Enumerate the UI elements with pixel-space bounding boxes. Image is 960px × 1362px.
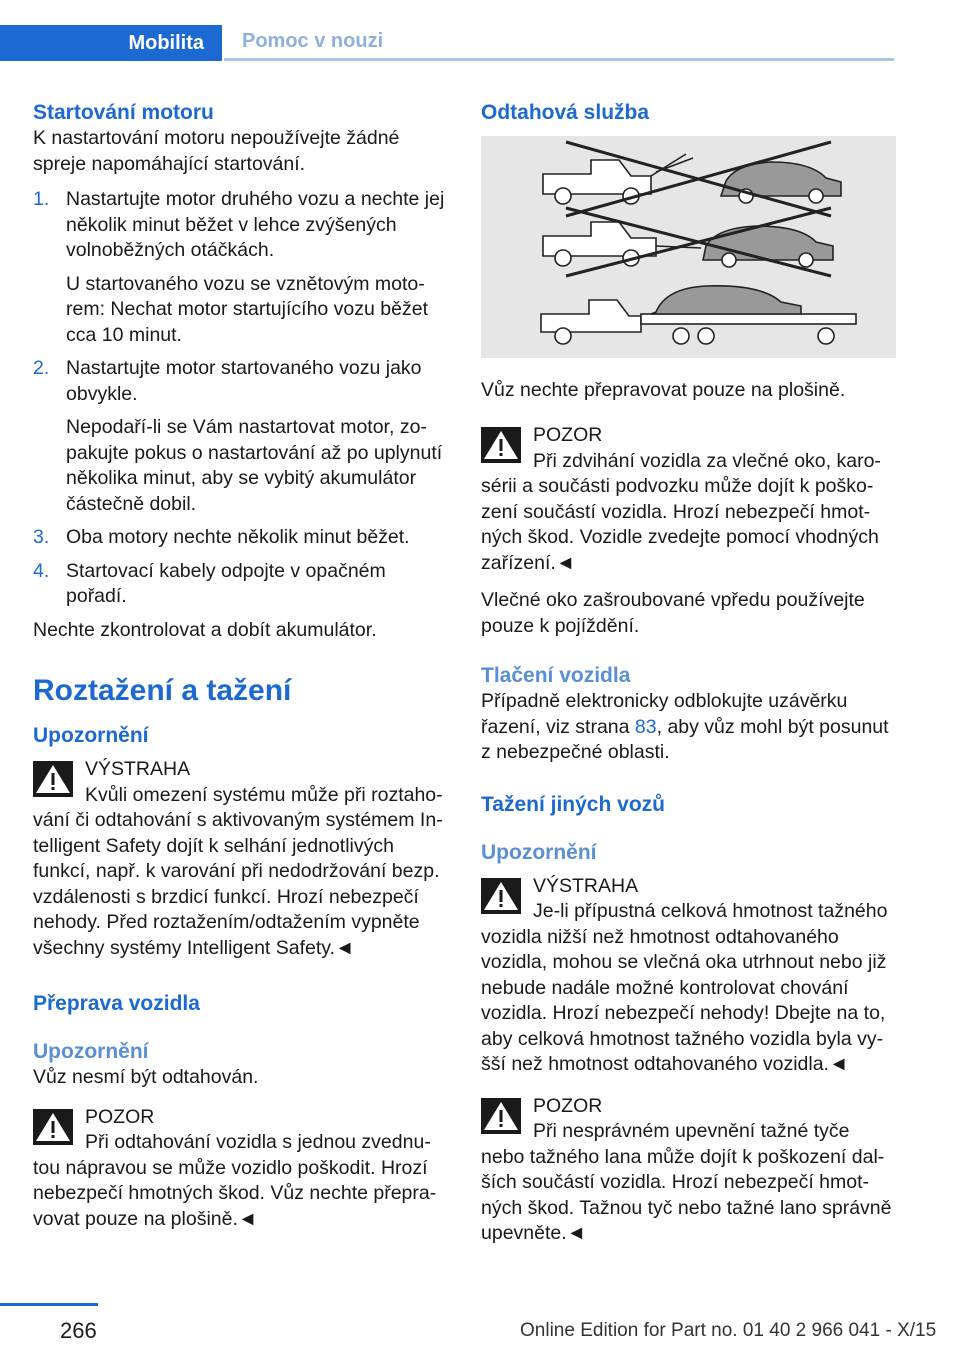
push-text-a: Případně elektronicky odblokujte uzávěrku řazení, viz strana bbox=[481, 690, 848, 738]
caution-title: POZOR bbox=[533, 1094, 603, 1117]
tab-mobilita[interactable] bbox=[0, 25, 222, 61]
warning-icon bbox=[33, 761, 73, 797]
notice-heading: Upozornění bbox=[33, 1040, 149, 1063]
step-number: 4. bbox=[33, 559, 50, 582]
step-number: 2. bbox=[33, 357, 50, 379]
caution-box bbox=[481, 423, 896, 576]
notice-heading: Upozornění bbox=[33, 724, 149, 747]
header-tabs bbox=[0, 0, 960, 66]
list-item bbox=[33, 525, 448, 551]
notice-heading: Upozornění bbox=[481, 840, 597, 864]
tab-pomoc-v-nouzi[interactable] bbox=[224, 25, 894, 61]
tab-pomoc-label: Pomoc v nouzi bbox=[242, 30, 384, 52]
caution-box bbox=[481, 1094, 896, 1247]
warning-text: Kvůli omezení systému může při roztahování či odtahování s aktivovaným systémem Intelligent Safety dojít k selhání jednotlivých funkcí, např. k varování při nedodržování bezp. vzdálenosti s brzdicí funkcí. Hrozí nebezpečí nehody. Před roztažením/odtažením vypněte všechny systémy Intelligent Safety.◄ bbox=[33, 783, 443, 959]
push-heading: Tlačení vozidla bbox=[481, 664, 631, 687]
transport-text: Vůz nesmí být odtahován. bbox=[33, 1066, 259, 1088]
warning-title: VÝSTRAHA bbox=[85, 758, 191, 780]
warning-icon bbox=[33, 1109, 73, 1145]
list-item bbox=[33, 356, 448, 517]
list-item bbox=[33, 559, 448, 610]
tow-eye-text: Vlečné oko zašroubované vpředu používejte pouze k pojíždění. bbox=[481, 589, 865, 637]
step-text: Startovací kabely odpojte v opačném pořadí. bbox=[66, 559, 386, 607]
warning-icon bbox=[481, 1098, 521, 1134]
caution-text: Při odtahování vozidla s jednou zvednutou nápravou se může vozidlo poškodit. Hrozí nebezpečí hmotných škod. Vůz nechte přepravovat pouze na plošině.◄ bbox=[33, 1131, 437, 1230]
step-subtext: Nepodaří-li se Vám nastartovat motor, zopakujte pokus o nastartování až po uplynutí několika minut, aby se vybitý akumulátor částečně dobil. bbox=[66, 416, 443, 515]
step-text: Oba motory nechte několik minut běžet. bbox=[66, 526, 410, 548]
main-heading: Roztažení a tažení bbox=[33, 674, 292, 707]
page-link[interactable]: 83 bbox=[634, 715, 657, 738]
battery-note: Nechte zkontrolovat a dobít akumulátor. bbox=[33, 618, 377, 641]
footer-rule bbox=[0, 1303, 98, 1306]
caution-text: Při zdvihání vozidla za vlečné oko, karosérii a součásti podvozku může dojít k poškození součástí vozidla. Hrozí nebezpečí hmotných škod. Vozidle zvedejte pomocí vhodných zařízení.◄ bbox=[481, 449, 881, 574]
transport-heading: Přeprava vozidla bbox=[33, 992, 200, 1015]
right-column bbox=[481, 100, 896, 1247]
list-item bbox=[33, 187, 448, 348]
warning-text: Je-li přípustná celková hmotnost tažného vozidla nižší než hmotnost odtahovaného vozidla, mohou se vlečná oka utrhnout nebo již nebude nadále možné kontrolovat chování vozidla. Hrozí nebezpečí nehody! Dbejte na to, aby celková hmotnost tažného vozidla byla vyšší než hmotnost odtahovaného vozidla.◄ bbox=[481, 900, 888, 1075]
warning-box bbox=[33, 757, 448, 961]
start-steps bbox=[33, 187, 448, 610]
warning-icon bbox=[481, 878, 521, 914]
push-text-b: , aby vůz mohl být posunut z nebezpečné oblasti. bbox=[481, 715, 889, 763]
start-intro: K nastartování motoru nepoužívejte žádné spreje napomáhající startování. bbox=[33, 127, 400, 175]
caution-text: Při nesprávném upevnění tažné tyče nebo tažného lana může dojít k poškození dalších součástí vozidla. Hrozí nebezpečí hmotných škod. Tažnou tyč nebo tažné lano správně upevněte.◄ bbox=[481, 1120, 892, 1244]
step-number: 3. bbox=[33, 526, 50, 548]
step-number: 1. bbox=[33, 188, 50, 210]
warning-box bbox=[481, 874, 896, 1078]
caution-box bbox=[33, 1105, 448, 1233]
figure-caption: Vůz nechte přepravovat pouze na plošině. bbox=[481, 378, 846, 401]
other-heading: Tažení jiných vozů bbox=[481, 792, 665, 816]
step-subtext: U startovaného vozu se vznětovým motorem: Nechat motor startujícího vozu běžet cca 10 minut. bbox=[66, 272, 428, 346]
tow-heading: Odtahová služba bbox=[481, 101, 650, 124]
start-heading: Startování motoru bbox=[33, 101, 214, 124]
edition-text: Online Edition for Part no. 01 40 2 966 041 - X/15 bbox=[520, 1320, 937, 1341]
tab-mobilita-label: Mobilita bbox=[128, 31, 204, 54]
step-text: Nastartujte motor startovaného vozu jako obvykle. bbox=[66, 357, 422, 405]
push-text bbox=[481, 689, 896, 766]
step-text: Nastartujte motor druhého vozu a nechte jej několik minut běžet v lehce zvýšených volnoběžných otáčkách. bbox=[66, 188, 445, 261]
caution-title: POZOR bbox=[533, 424, 603, 446]
page-number: 266 bbox=[60, 1318, 97, 1343]
caution-title: POZOR bbox=[85, 1105, 155, 1128]
warning-icon bbox=[481, 427, 521, 463]
warning-title: VÝSTRAHA bbox=[533, 874, 639, 897]
left-column bbox=[33, 100, 448, 1232]
tow-transport-illustration bbox=[481, 136, 896, 358]
